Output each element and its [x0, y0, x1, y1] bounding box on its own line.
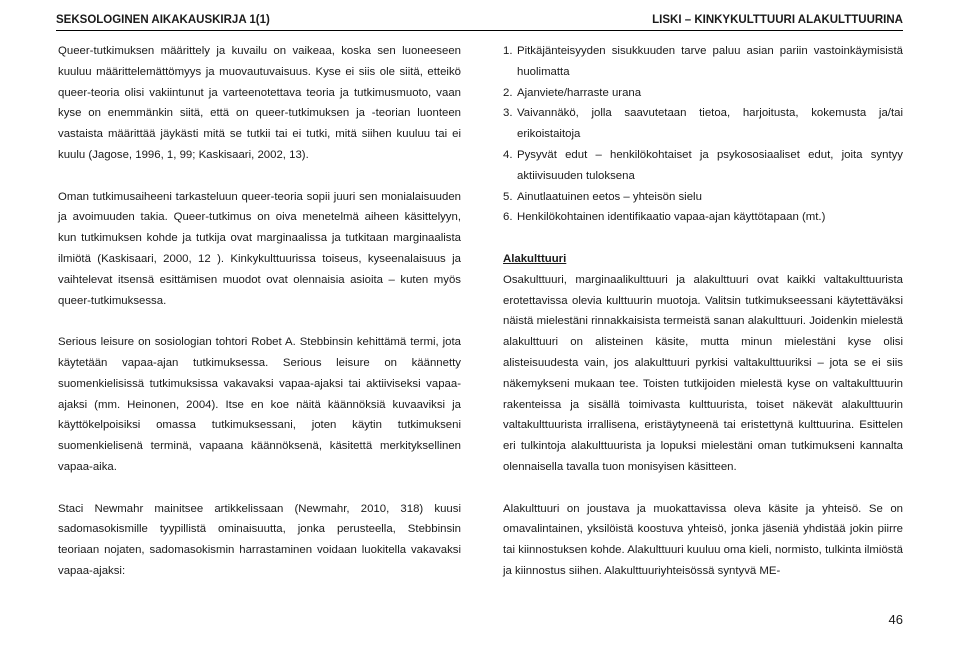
right-column [503, 41, 903, 582]
list-text: Ajanviete/harraste urana [517, 86, 642, 99]
list-item [503, 83, 903, 104]
page-number: 46 [888, 612, 903, 627]
list-text: Ainutlaatuinen eetos – yhteisön sielu [517, 190, 702, 203]
paragraph-subculture-terms: Osakulttuuri, marginaalikulttuuri ja alakulttuuri ovat kaikki valtakulttuurista erotettavissa olevia kulttuurin muotoja. Valitsin tutkimukseessani käytettäväksi näistä mielestäni rinnakkaisista termeistä sanan alakulttuuri. Joidenkin mielestä alakulttuuri on alisteinen käsite, mutta minun mielestäni kyse olisi alisteisuudesta vain, jos alakulttuuri pyrkisi valtakulttuuriksi – jota se ei siis näkemykseni mukaan tee. Toisten tutkijoiden mielestä kyse on valtakulttuurin rakenteissa ja sisällä toimivasta kulttuurista, toiset näkevät alakulttuurin valtakulttuurista irrallisena, eristäytyneenä tai eristettynä kulttuurina. Esittelen eri tulkintoja alakulttuurista ja lopuksi mielestäni oman tutkimukseni kannalta olennaisella tavalla tuon monisyisen käsitteen. [503, 273, 903, 473]
running-header [0, 11, 960, 31]
list-number: 1. [503, 45, 513, 57]
paragraph-research-topic: Oman tutkimusaiheeni tarkasteluun queer-teoria sopii juuri sen monialaisuuden ja avoimuuden takia. Queer-tutkimus on oiva menetelmä aiheen käsittelyyn, kun tutkimuksen kohde ja tutkija ovat marginaalissa ja tutkitaan marginaalista ilmiötä (Kaskisaari, 2000, 12 ). Kinkykulttuurissa toiseus, kyseenalaisuus ja vaihtelevat itsensä esittämisen muodot ovat olennaisia asioita – kuten myös queer-tutkimuksessa. [58, 190, 461, 307]
characteristics-list [503, 41, 903, 228]
left-column [58, 41, 461, 582]
list-number: 6. [503, 211, 513, 224]
paragraph-queer-definition: Queer-tutkimuksen määrittely ja kuvailu on vaikeaa, koska sen luoneeseen kuuluu määrittelemättömyys ja muovautuvaisuus. Kyse ei siis ole siitä, etteikö queer-teoria olisi vakiintunut ja varteenotettava teoria ja tutkimusmuoto, vaan kyse on enemmänkin siitä, että on queer-tutkimuksen ja -teorian luonteen vastaista määrittää jäykästi mitä se tutkii tai ei tutki, mitä siihen kuuluu tai ei kuulu (Jagose, 1996, 1, 99; Kaskisaari, 2002, 13). [58, 45, 461, 161]
article-title: LISKI – KINKYKULTTUURI ALAKULTTUURINA [652, 14, 903, 26]
list-number: 3. [503, 107, 513, 120]
journal-title: SEKSOLOGINEN AIKAKAUSKIRJA 1(1) [56, 14, 270, 26]
list-number: 5. [503, 190, 513, 203]
header-rule [56, 30, 903, 31]
list-number: 4. [503, 148, 513, 161]
paragraph-subculture-community: Alakulttuuri on joustava ja muokattavissa oleva käsite ja yhteisö. Se on omavalintainen, yksilöistä koostuva yhteisö, jonka jäseniä yhdistää jokin piirre tai kiinnostuksen kohde. Alakulttuuri kuuluu oma kieli, normisto, tulkinta ilmiöstä ja kiinnostus siihen. Alakulttuuriyhteisössä syntyvä ME- [503, 502, 903, 577]
list-item [503, 41, 903, 83]
list-item [503, 103, 903, 145]
list-number: 2. [503, 86, 513, 99]
list-item [503, 145, 903, 187]
section-heading: Alakulttuuri [503, 252, 567, 265]
list-text: Pysyvät edut – henkilökohtaiset ja psykososiaaliset edut, joita syntyy aktiivisuuden tuloksena [517, 148, 903, 182]
list-text: Pitkäjänteisyyden sisukkuuden tarve paluu asian pariin vastoinkäymisistä huolimatta [517, 45, 903, 78]
list-text: Vaivannäkö, jolla saavutetaan tietoa, harjoitusta, kokemusta ja/tai erikoistaitoja [517, 107, 903, 141]
paragraph-serious-leisure: Serious leisure on sosiologian tohtori Robet A. Stebbinsin kehittämä termi, jota käytetään vapaa-ajan tutkimuksessa. Serious leisure on käännetty suomenkielisissä tutkimuksissa vakavaksi vapaa-ajaksi tai aktiiviseksi vapaa-ajaksi (mm. Heinonen, 2004). Itse en koe näitä käännöksiä kuvaaviksi ja käyttökelpoisiksi omassa tutkimuksessani, joten käytin tutkimukseni suomenkielisenä terminä, vapaana käännöksenä, käsitettä merkityksellinen vapaa-aika. [58, 336, 461, 473]
list-text: Henkilökohtainen identifikaatio vapaa-ajan käyttötapaan (mt.) [517, 211, 826, 224]
paragraph-newmahr: Staci Newmahr mainitsee artikkelissaan (Newmahr, 2010, 318) kuusi sadomasokismille tyypillistä ominaisuutta, jonka perusteella, Stebbinsin teoriaan nojaten, sadomasokismin harrastaminen voidaan luokitella vakavaksi vapaa-ajaksi: [58, 502, 461, 577]
list-item [503, 187, 903, 208]
list-item [503, 207, 903, 228]
